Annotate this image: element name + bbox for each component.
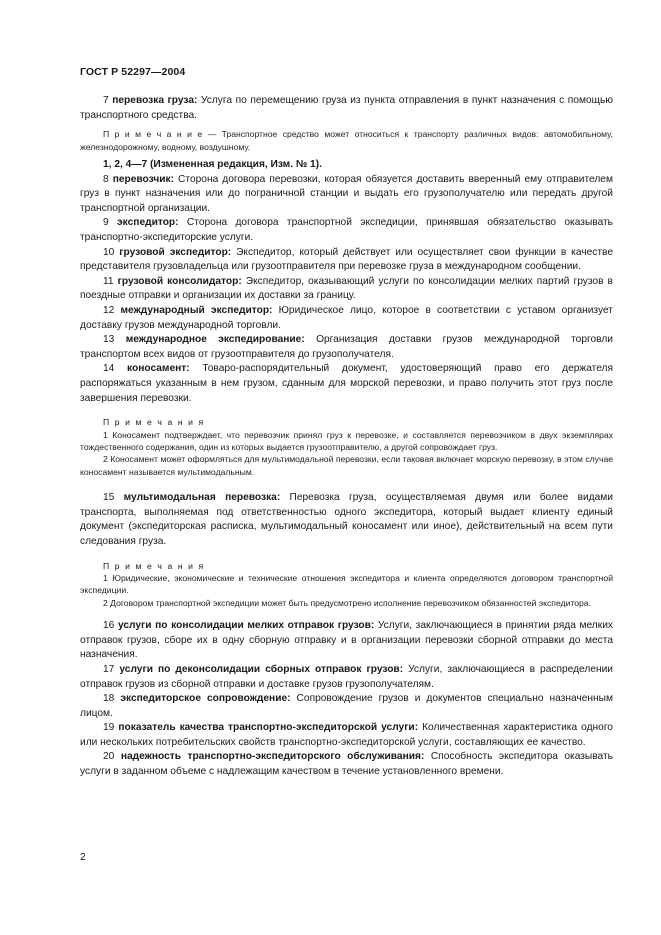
- term-item-12: 12 международный экспедитор: Юридическое лицо, которое в соответствии с уставом организует доставку грузов международной торговли.: [80, 304, 613, 331]
- term-item-16: 16 услуги по консолидации мелких отправок грузов: Услуги, заключающиеся в принятии ряда мелких отправок грузов, сборе их в одну сборную отправку и в организации перевозки сборной отправки до места назначения.: [80, 620, 613, 661]
- term-item-15: 15 мультимодальная перевозка: Перевозка груза, осуществляемая двумя или более видами транспорта, выполняемая под ответственностью одного экспедитора, который выдает клиенту единый документ (экспедиторская расписка, мультимодальный коносамент или иное), действительный на всем пути следования груза.: [80, 492, 613, 547]
- term-item-10: 10 грузовой экспедитор: Экспедитор, который действует или осуществляет свои функции в качестве представителя грузовладельца или грузоотправителя при перевозке груза в международном сообщении.: [80, 246, 613, 273]
- notes-heading-15: П р и м е ч а н и я: [103, 560, 205, 571]
- page-number: 2: [80, 851, 86, 863]
- term: перевозка груза:: [112, 95, 198, 106]
- note-15-1: 1 Юридические, экономические и технические отношения экспедитора и клиента определяются договором транспортной экспедиции.: [80, 572, 613, 596]
- note-item-7: П р и м е ч а н и е — Транспортное средство может относиться к транспорту различных видов: автомобильному, железнодорожному, водному, воздушному.: [80, 129, 613, 152]
- document-header: ГОСТ Р 52297—2004: [80, 66, 186, 78]
- term-item-19: 19 показатель качества транспортно-экспедиторской услуги: Количественная характеристика одного или нескольких потребительских свойств транспортно-экспедиторской услуги, составляющих ее качество.: [80, 722, 613, 748]
- term-item-11: 11 грузовой консолидатор: Экспедитор, оказывающий услуги по консолидации мелких партий грузов в поездные отправки и организации их доставки за границу.: [80, 275, 613, 302]
- term-item-18: 18 экспедиторское сопровождение: Сопровождение грузов и документов специально назначенным лицом.: [80, 693, 613, 719]
- notes-heading-14: П р и м е ч а н и я: [103, 417, 205, 428]
- term-item-13: 13 международное экспедирование: Организация доставки грузов международной торговли транспортом всех видов от грузоотправителя до грузополучателя.: [80, 334, 613, 360]
- term-item-8: 8 перевозчик: Сторона договора перевозки, которая обязуется доставить вверенный ему отправителем груз в пункт назначения или до пограничной станции и выдать его грузополучателю или передать другой транспортной организации.: [80, 173, 613, 214]
- definition: Услуга по перемещению груза из пункта отправления в пункт назначения с помощью транспортного средства.: [80, 95, 613, 121]
- note-14-2: 2 Коносамент может оформляться для мультимодальной перевозки, если таковая включает морскую перевозку, в этом случае коносамент называется мультимодальным.: [80, 454, 613, 477]
- term-item-7: 7 перевозка груза: Услуга по перемещению груза из пункта отправления в пункт назначения с помощью транспортного средства.: [80, 95, 613, 121]
- document-body: [80, 94, 613, 780]
- term-item-9: 9 экспедитор: Сторона договора транспортной экспедиции, принявшая обязательство оказывать транспортно-экспедиторские услуги.: [80, 217, 613, 243]
- term-item-14: 14 коносамент: Товаро-распорядительный документ, удостоверяющий право его держателя распоряжаться указанным в нем грузом, сданным для морской перевозки, и право получить этот груз после завершения перевозки.: [80, 363, 614, 404]
- amendment-note: 1, 2, 4—7 (Измененная редакция, Изм. № 1).: [103, 159, 322, 170]
- note-15-2: 2 Договором транспортной экспедиции может быть предусмотрено исполнение перевозчиком обязанностей экспедитора.: [103, 597, 591, 608]
- note-14-1: 1 Коносамент подтверждает, что перевозчик принял груз к перевозке, и составляется перевозчиком в двух экземплярах тождественного содержания, один из которых выдается грузоотправителю, а другой сопровождает груз.: [80, 429, 613, 452]
- term-item-17: 17 услуги по деконсолидации сборных отправок грузов: Услуги, заключающиеся в распределении отправок грузов из сборной отправки и доставке грузов грузополучателям.: [80, 663, 613, 690]
- term-item-20: 20 надежность транспортно-экспедиторского обслуживания: Способность экспедитора оказывать услуги в заданном объеме с надлежащим качеством в течение установленного времени.: [80, 751, 613, 778]
